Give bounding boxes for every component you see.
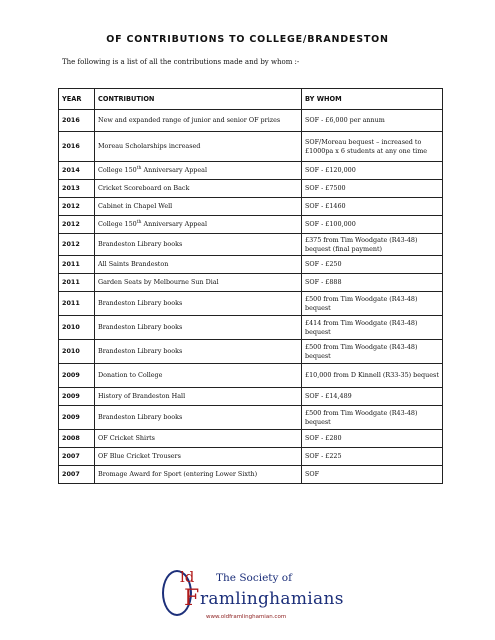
table-row bbox=[59, 448, 443, 466]
cell-year: 2009 bbox=[59, 406, 95, 430]
table-row bbox=[59, 274, 443, 292]
cell-contribution: Brandeston Library books bbox=[95, 316, 302, 340]
intro-text: The following is a list of all the contributions made and by whom :- bbox=[62, 58, 300, 66]
contribution-text: College 150 bbox=[98, 166, 137, 174]
cell-year: 2009 bbox=[59, 388, 95, 406]
cell-by-whom: £500 from Tim Woodgate (R43-48) bequest bbox=[302, 340, 443, 364]
cell-contribution: Donation to College bbox=[95, 364, 302, 388]
contribution-sup: th bbox=[136, 165, 142, 171]
table-row bbox=[59, 216, 443, 234]
cell-contribution: OF Cricket Shirts bbox=[95, 430, 302, 448]
cell-contribution: OF Blue Cricket Trousers bbox=[95, 448, 302, 466]
cell-year: 2007 bbox=[59, 466, 95, 484]
cell-contribution: Cabinet in Chapel Well bbox=[95, 198, 302, 216]
cell-by-whom: £414 from Tim Woodgate (R43-48) bequest bbox=[302, 316, 443, 340]
cell-by-whom: SOF - £250 bbox=[302, 256, 443, 274]
contribution-sup: th bbox=[136, 219, 142, 225]
cell-contribution bbox=[95, 216, 302, 234]
logo-framlinghamians: ramlinghamians bbox=[200, 589, 344, 609]
table-row bbox=[59, 110, 443, 132]
cell-year: 2010 bbox=[59, 340, 95, 364]
cell-by-whom: £375 from Tim Woodgate (R43-48) bequest (final payment) bbox=[302, 234, 443, 256]
table-row bbox=[59, 162, 443, 180]
cell-year: 2012 bbox=[59, 234, 95, 256]
cell-year: 2009 bbox=[59, 364, 95, 388]
cell-year: 2014 bbox=[59, 162, 95, 180]
cell-year: 2016 bbox=[59, 110, 95, 132]
logo-ld: ld bbox=[180, 568, 195, 586]
cell-year: 2011 bbox=[59, 274, 95, 292]
cell-contribution: Brandeston Library books bbox=[95, 406, 302, 430]
cell-year: 2016 bbox=[59, 132, 95, 162]
page-title: OF CONTRIBUTIONS TO COLLEGE/BRANDESTON bbox=[106, 34, 389, 45]
cell-contribution: Bromage Award for Sport (entering Lower Sixth) bbox=[95, 466, 302, 484]
logo-society-of: The Society of bbox=[216, 572, 292, 584]
cell-contribution: Garden Seats by Melbourne Sun Dial bbox=[95, 274, 302, 292]
cell-by-whom: SOF - £280 bbox=[302, 430, 443, 448]
cell-contribution: Brandeston Library books bbox=[95, 340, 302, 364]
table-row bbox=[59, 316, 443, 340]
cell-year: 2013 bbox=[59, 180, 95, 198]
cell-year: 2007 bbox=[59, 448, 95, 466]
contribution-tail: Anniversary Appeal bbox=[141, 220, 208, 228]
table-row bbox=[59, 234, 443, 256]
society-logo bbox=[158, 568, 348, 628]
cell-by-whom: SOF - £1460 bbox=[302, 198, 443, 216]
contribution-text: College 150 bbox=[98, 220, 137, 228]
cell-by-whom: SOF - £100,000 bbox=[302, 216, 443, 234]
cell-by-whom: £10,000 from D Kinnell (R33-35) bequest bbox=[302, 364, 443, 388]
table-row bbox=[59, 256, 443, 274]
cell-by-whom: £500 from Tim Woodgate (R43-48) bequest bbox=[302, 406, 443, 430]
table-row bbox=[59, 388, 443, 406]
header-contribution: CONTRIBUTION bbox=[95, 89, 302, 110]
table-row bbox=[59, 198, 443, 216]
cell-contribution: Moreau Scholarships increased bbox=[95, 132, 302, 162]
cell-by-whom: SOF - £888 bbox=[302, 274, 443, 292]
table-row bbox=[59, 430, 443, 448]
table-row bbox=[59, 180, 443, 198]
logo-f: F bbox=[184, 586, 200, 611]
cell-year: 2011 bbox=[59, 256, 95, 274]
table-row bbox=[59, 340, 443, 364]
header-by-whom: BY WHOM bbox=[302, 89, 443, 110]
cell-by-whom: SOF - £120,000 bbox=[302, 162, 443, 180]
contributions-table bbox=[58, 88, 443, 484]
logo-url: www.oldframlinghamian.com bbox=[206, 614, 287, 620]
cell-year: 2011 bbox=[59, 292, 95, 316]
cell-year: 2012 bbox=[59, 216, 95, 234]
contribution-tail: Anniversary Appeal bbox=[141, 166, 208, 174]
cell-contribution: Brandeston Library books bbox=[95, 234, 302, 256]
cell-by-whom: SOF - £6,000 per annum bbox=[302, 110, 443, 132]
cell-by-whom: SOF bbox=[302, 466, 443, 484]
cell-by-whom: £500 from Tim Woodgate (R43-48) bequest bbox=[302, 292, 443, 316]
table-row bbox=[59, 364, 443, 388]
cell-by-whom: SOF/Moreau bequest – increased to £1000pa x 6 students at any one time bbox=[302, 132, 443, 162]
cell-contribution bbox=[95, 162, 302, 180]
cell-contribution: New and expanded range of junior and senior OF prizes bbox=[95, 110, 302, 132]
table-header-row bbox=[59, 89, 443, 110]
cell-contribution: Brandeston Library books bbox=[95, 292, 302, 316]
cell-year: 2010 bbox=[59, 316, 95, 340]
table-row bbox=[59, 292, 443, 316]
cell-year: 2012 bbox=[59, 198, 95, 216]
cell-by-whom: SOF - £14,489 bbox=[302, 388, 443, 406]
cell-contribution: All Saints Brandeston bbox=[95, 256, 302, 274]
cell-contribution: History of Brandeston Hall bbox=[95, 388, 302, 406]
table-row bbox=[59, 406, 443, 430]
header-year: YEAR bbox=[59, 89, 95, 110]
cell-year: 2008 bbox=[59, 430, 95, 448]
table-row bbox=[59, 466, 443, 484]
cell-by-whom: SOF - £225 bbox=[302, 448, 443, 466]
cell-by-whom: SOF - £7500 bbox=[302, 180, 443, 198]
table-row bbox=[59, 132, 443, 162]
cell-contribution: Cricket Scoreboard on Back bbox=[95, 180, 302, 198]
